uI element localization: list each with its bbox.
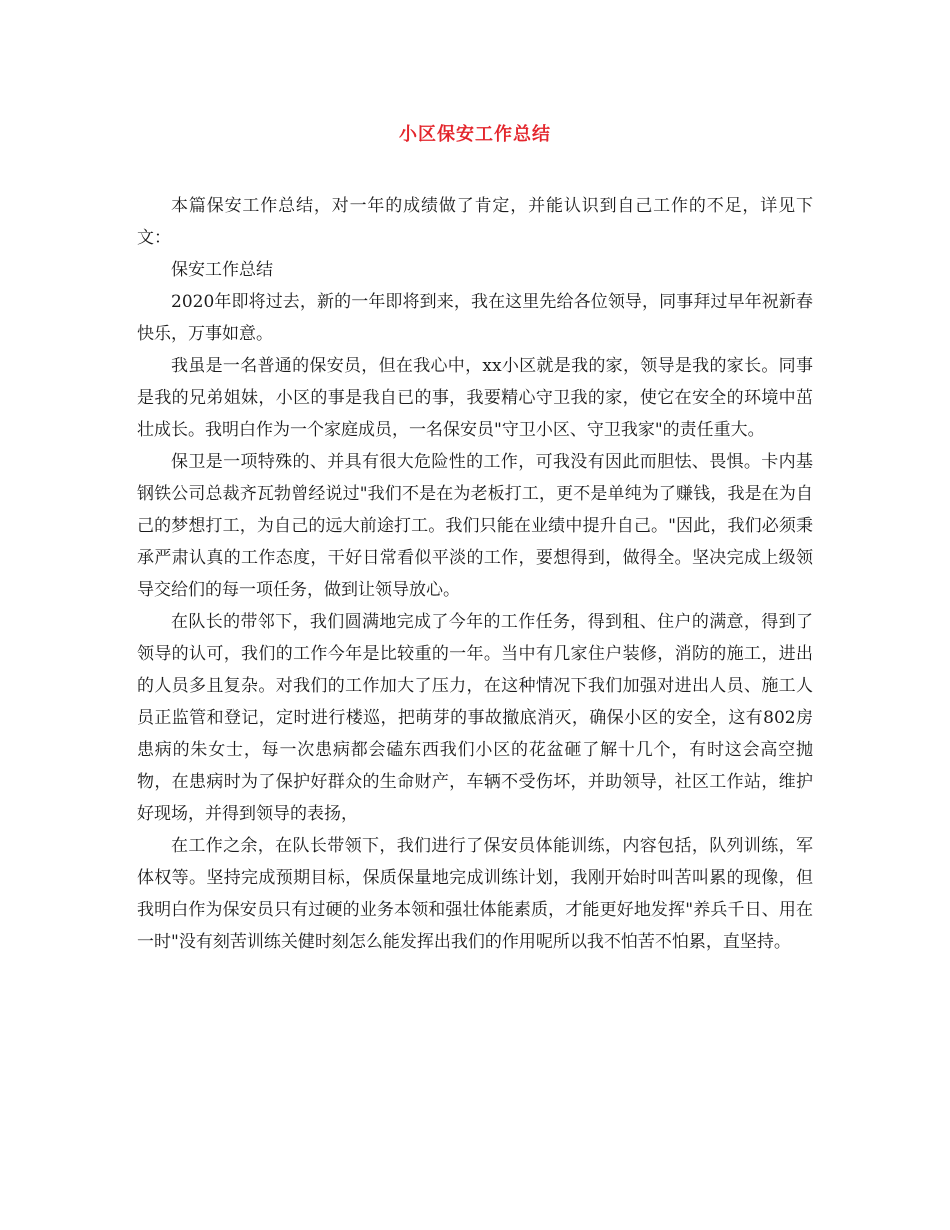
document-body bbox=[137, 190, 813, 958]
paragraph-intro: 本篇保安工作总结，对一年的成绩做了肯定，并能认识到自己工作的不足，详见下文： bbox=[137, 196, 813, 248]
paragraph-greeting: 2020年即将过去，新的一年即将到来，我在这里先给各位领导，同事拜过早年祝新春快乐，万事如意。 bbox=[137, 292, 813, 344]
document-title: 小区保安工作总结 bbox=[399, 124, 551, 145]
paragraph-subtitle: 保安工作总结 bbox=[171, 260, 273, 280]
paragraph-attitude: 保卫是一项特殊的、并具有很大危险性的工作，可我没有因此而胆怯、畏惧。卡内基钢铁公司总裁齐瓦勃曾经说过"我们不是在为老板打工，更不是单纯为了赚钱，我是在为自己的梦想打工，为自己的远大前途打工。我们只能在业绩中提升自己。"因此，我们必须秉承严肃认真的工作态度，干好日常看似平淡的工作，要想得到，做得全。坚决完成上级领导交给们的每一项任务，做到让领导放心。 bbox=[137, 452, 813, 600]
paragraph-responsibility: 我虽是一名普通的保安员，但在我心中，xx小区就是我的家，领导是我的家长。同事是我的兄弟姐妹，小区的事是我自已的事，我要精心守卫我的家，使它在安全的环境中茁壮成长。我明白作为一个家庭成员，一名保安员"守卫小区、守卫我家"的责任重大。 bbox=[137, 356, 813, 440]
paragraph-training: 在工作之余，在队长带领下，我们进行了保安员体能训练，内容包括，队列训练，军体权等。坚持完成预期目标，保质保量地完成训练计划，我刚开始时叫苦叫累的现像，但我明白作为保安员只有过硬的业务本领和强壮体能素质，才能更好地发挥"养兵千日、用在一时"没有刻苦训练关健时刻怎么能发挥出我们的作用呢所以我不怕苦不怕累，直坚持。 bbox=[137, 836, 813, 952]
paragraph-achievements: 在队长的带邻下，我们圆满地完成了今年的工作任务，得到租、住户的满意，得到了领导的认可，我们的工作今年是比较重的一年。当中有几家住户装修，消防的施工，进出的人员多且复杂。对我们的工作加大了压力，在这种情况下我们加强对进出人员、施工人员正监管和登记，定时进行楼巡，把萌芽的事故撤底消灭，确保小区的安全，这有802房患病的朱女士，每一次患病都会磕东西我们小区的花盆砸了解十几个，有时这会高空抛物，在患病时为了保护好群众的生命财产，车辆不受伤坏，并助领导，社区工作站，维护好现场，并得到领导的表扬， bbox=[137, 612, 813, 824]
